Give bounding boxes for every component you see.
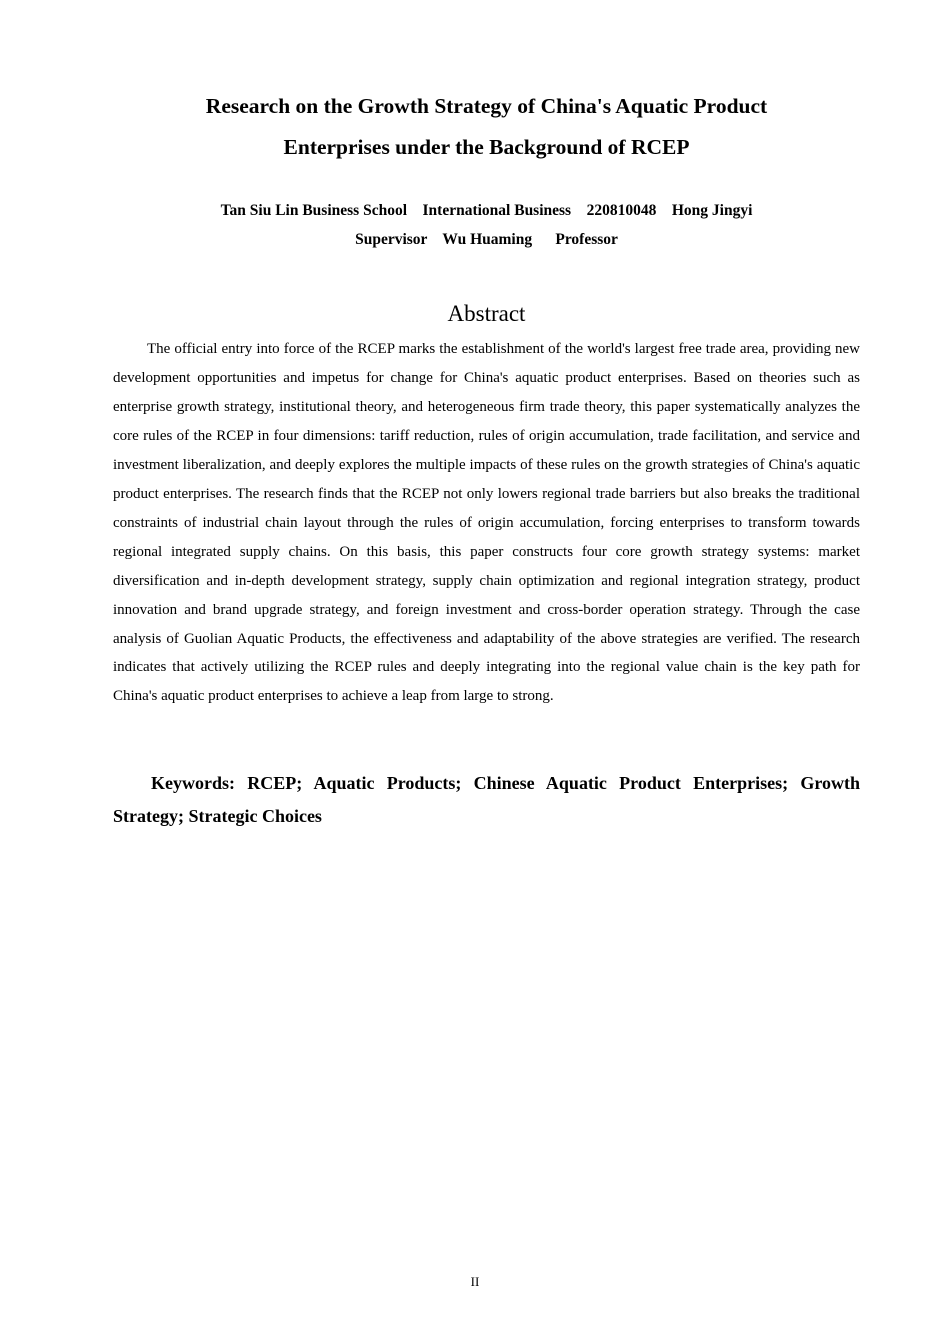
abstract-heading: Abstract bbox=[447, 301, 526, 326]
page-number: II bbox=[470, 1274, 480, 1289]
abstract-body: The official entry into force of the RCEP marks the establishment of the world's largest free trade area, providing new development opportunities and impetus for change for China's aquatic product enterprises. Based on theories such as enterprise growth strategy, institutional theory, and heterogeneous firm trade theory, this paper systematically analyzes the core rules of the RCEP in four dimensions: tariff reduction, rules of origin accumulation, trade facilitation, and service and investment liberalization, and deeply explores the multiple impacts of these rules on the growth strategies of China's aquatic product enterprises. The research finds that the RCEP not only lowers regional trade barriers but also breaks the traditional constraints of industrial chain layout through the rules of origin accumulation, forcing enterprises to transform towards regional integrated supply chains. On this basis, this paper constructs four core growth strategy systems: market diversification and in-depth development strategy, supply chain optimization and regional integration strategy, product innovation and brand upgrade strategy, and foreign investment and cross-border operation strategy. Through the case analysis of Guolian Aquatic Products, the effectiveness and adaptability of the above strategies are verified. The research indicates that actively utilizing the RCEP rules and deeply integrating into the regional value chain is the key path for China's aquatic product enterprises to achieve a leap from large to strong. bbox=[113, 341, 860, 705]
paper-title bbox=[113, 86, 860, 168]
paper-title-line-2: Enterprises under the Background of RCEP bbox=[283, 135, 690, 159]
supervisor-info-line: Supervisor Wu Huaming Professor bbox=[355, 231, 618, 248]
author-info-line: Tan Siu Lin Business School International Business 220810048 Hong Jingyi bbox=[220, 202, 753, 219]
keywords: Keywords: RCEP; Aquatic Products; Chinese Aquatic Product Enterprises; Growth Strategy; Strategic Choices bbox=[113, 773, 860, 826]
paper-title-line-1: Research on the Growth Strategy of China's Aquatic Product bbox=[205, 94, 768, 118]
